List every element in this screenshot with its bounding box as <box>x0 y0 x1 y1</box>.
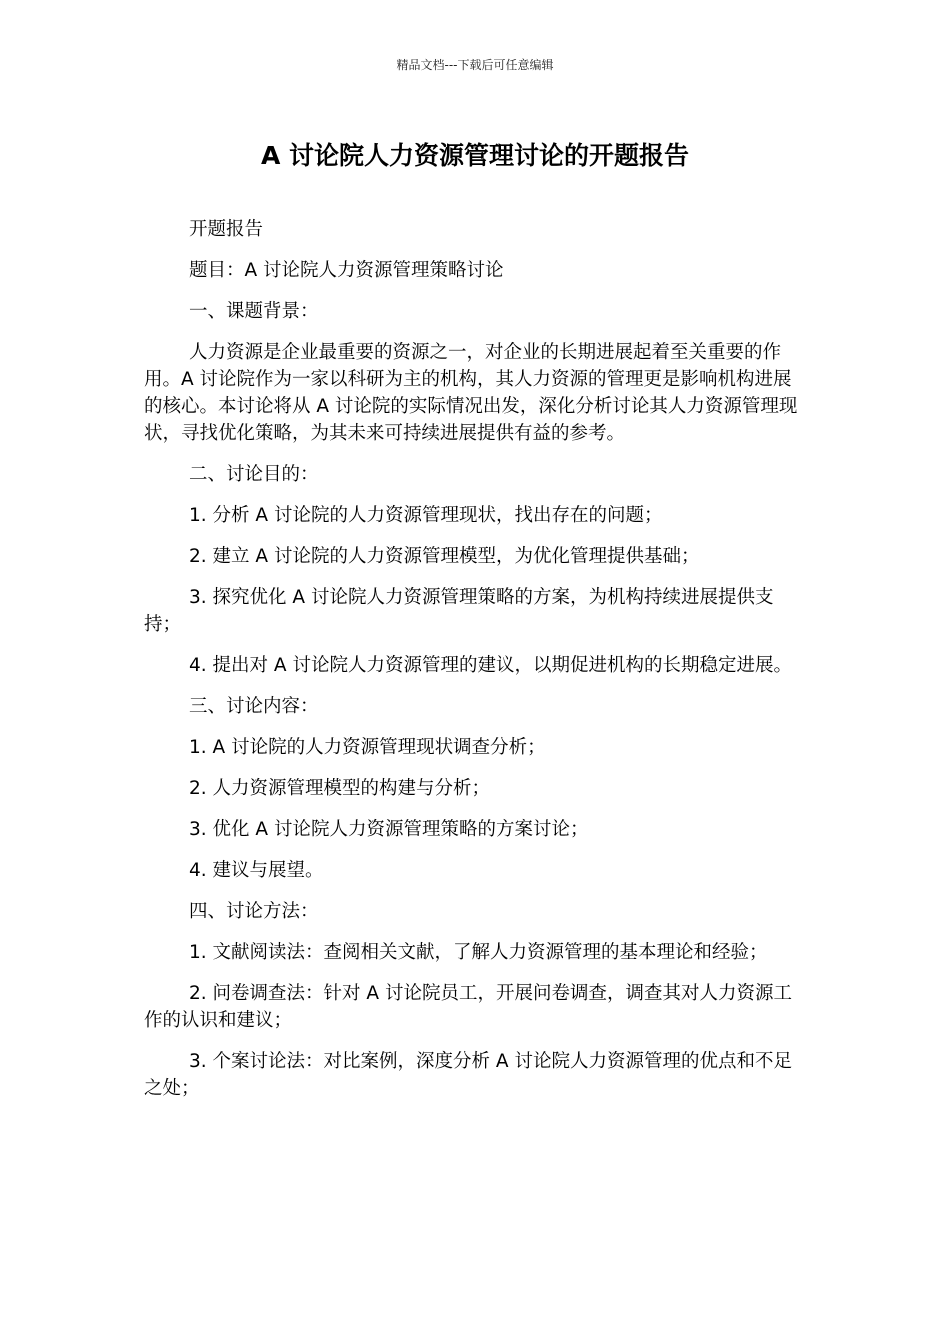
list-item-purpose-2: 2. 建立 A 讨论院的人力资源管理模型，为优化管理提供基础； <box>189 546 700 567</box>
list-item-method-1: 1. 文献阅读法：查阅相关文献，了解人力资源管理的基本理论和经验； <box>189 942 768 963</box>
paragraph-report-label: 开题报告 <box>189 219 264 240</box>
list-item-purpose-3: 3. 探究优化 A 讨论院人力资源管理策略的方案，为机构持续进展提供支持； <box>144 587 774 635</box>
page-header: 精品文档---下载后可任意编辑 <box>396 58 554 72</box>
list-item-purpose-4: 4. 提出对 A 讨论院人力资源管理的建议，以期促进机构的长期稳定进展。 <box>189 655 792 676</box>
section-heading-content: 三、讨论内容： <box>189 696 319 717</box>
section-heading-purpose: 二、讨论目的： <box>189 464 319 485</box>
paragraph-background: 人力资源是企业最重要的资源之一，对企业的长期进展起着至关重要的作用。A 讨论院作为一家以科研为主的机构，其人力资源的管理更是影响机构进展的核心。本讨论将从 A 讨论院的实际情况出发，深化分析讨论其人力资源管理现状，寻找优化策略，为其未来可持续进展提供有益的参考。 <box>144 342 798 444</box>
list-item-purpose-1: 1. 分析 A 讨论院的人力资源管理现状，找出存在的问题； <box>189 505 663 526</box>
list-item-content-1: 1. A 讨论院的人力资源管理现状调查分析； <box>189 737 546 758</box>
section-heading-background: 一、课题背景： <box>189 301 319 322</box>
section-heading-method: 四、讨论方法： <box>189 901 319 922</box>
list-item-method-3: 3. 个案讨论法：对比案例，深度分析 A 讨论院人力资源管理的优点和不足之处； <box>144 1051 792 1099</box>
list-item-content-2: 2. 人力资源管理模型的构建与分析； <box>189 778 491 799</box>
document-title: A 讨论院人力资源管理讨论的开题报告 <box>260 141 690 170</box>
list-item-content-3: 3. 优化 A 讨论院人力资源管理策略的方案讨论； <box>189 819 589 840</box>
paragraph-topic: 题目：A 讨论院人力资源管理策略讨论 <box>189 260 504 281</box>
document-body <box>144 216 808 1116</box>
list-item-method-2: 2. 问卷调查法：针对 A 讨论院员工，开展问卷调查，调查其对人力资源工作的认识和建议； <box>144 983 792 1031</box>
list-item-content-4: 4. 建议与展望。 <box>189 860 324 881</box>
